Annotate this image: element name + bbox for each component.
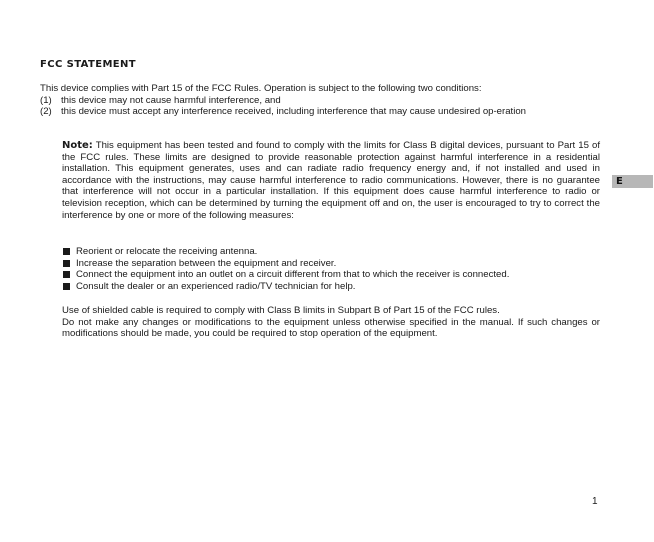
list-item: [62, 269, 602, 281]
list-item: [62, 258, 602, 270]
measure-text: Connect the equipment into an outlet on a circuit different from that to which the receiver is connected.: [76, 269, 510, 281]
square-bullet-icon: [63, 283, 70, 290]
square-bullet-icon: [63, 248, 70, 255]
closing-line: Use of shielded cable is required to comply with Class B limits in Subpart B of Part 15 of the FCC rules.: [62, 305, 500, 316]
condition-item-2: [40, 106, 600, 118]
measure-text: Increase the separation between the equipment and receiver.: [76, 257, 337, 269]
measure-text: Reorient or relocate the receiving antenna.: [76, 246, 258, 257]
intro-paragraph: This device complies with Part 15 of the FCC Rules. Operation is subject to the following two conditions:: [40, 83, 482, 94]
condition-number: (2): [40, 106, 52, 117]
measures-list: [62, 246, 602, 292]
list-item: [62, 246, 602, 258]
page-title: FCC STATEMENT: [40, 59, 137, 70]
list-item: [62, 281, 602, 293]
note-label: Note:: [62, 140, 93, 151]
language-tab: [612, 175, 653, 188]
closing-paragraph: [62, 305, 600, 340]
measure-text: Consult the dealer or an experienced radio/TV technician for help.: [76, 280, 356, 292]
condition-text: this device may not cause harmful interference, and: [61, 95, 281, 106]
page-number: 1: [592, 496, 598, 507]
condition-text: this device must accept any interference received, including interference that may cause undesired op-eration: [61, 106, 527, 117]
condition-number: (1): [40, 95, 52, 106]
condition-item-1: [40, 95, 600, 107]
language-tab-label: E: [616, 176, 623, 187]
note-text: This equipment has been tested and found to comply with the limits for Class B digital devices, pursuant to Part 15 of the FCC rules. These limits are designed to provide reasonable protection against harmful interference in a residential installation. This equipment generates, uses and can radiate radio frequency energy and, if not installed and used in accordance with the instructions, may cause harmful interference to radio communications. However, there is no guarantee that interference will not occur in a particular installation. If this equipment does cause harmful interference to radio or television reception, which can be determined by turning the equipment off and on, the user is encouraged to try to correct the interference by one or more of the following measures:: [62, 140, 600, 221]
square-bullet-icon: [63, 271, 70, 278]
square-bullet-icon: [63, 260, 70, 267]
note-paragraph: [62, 140, 600, 221]
closing-line: Do not make any changes or modifications to the equipment unless otherwise specified in the manual. If such changes or modifications should be made, you could be required to stop operation of the equipment.: [62, 316, 600, 340]
